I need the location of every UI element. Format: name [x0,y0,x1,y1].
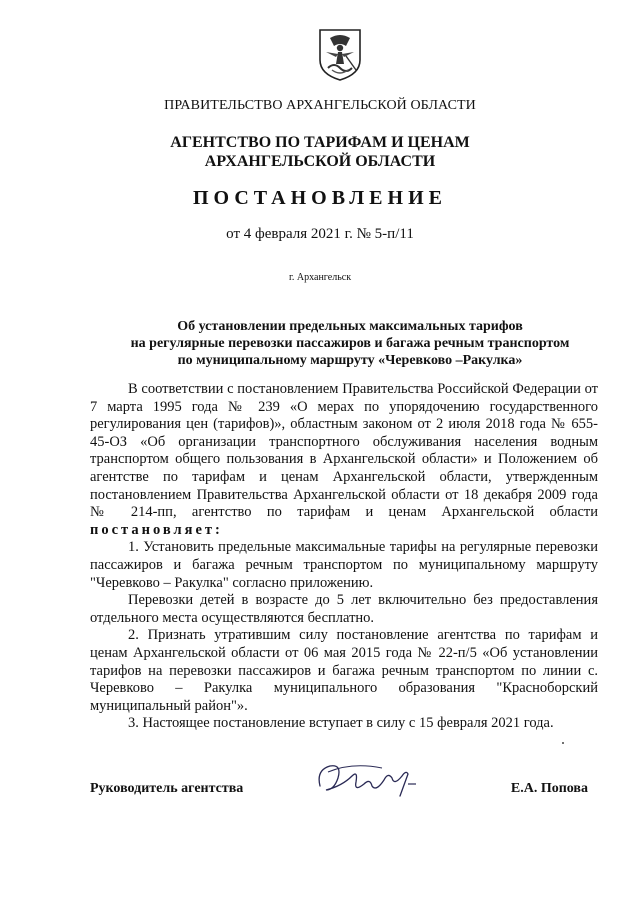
item-1-paragraph: 1. Установить предельные максимальные тарифы на регулярные перевозки пассажиров и багажа речным транспортом по муниципальному маршруту "Черевково – Ракулка" согласно приложению. [90,539,598,591]
decree-word: постановляет [90,521,216,538]
document-subject [90,318,610,369]
document-date-number: от 4 февраля 2021 г. № 5-п/11 [226,226,414,242]
item-3-paragraph: 3. Настоящее постановление вступает в силу с 15 февраля 2021 года. [128,715,554,732]
signatory-position: Руководитель агентства [90,781,244,796]
document-body [90,381,598,733]
government-name: ПРАВИТЕЛЬСТВО АРХАНГЕЛЬСКОЙ ОБЛАСТИ [164,98,476,113]
document-type-title: ПОСТАНОВЛЕНИЕ [193,187,447,209]
item-2-paragraph: 2. Признать утратившим силу постановление агентства по тарифам и ценам Архангельской области от 06 мая 2015 года № 22-п/5 «Об установлении тарифов на перевозки пассажиров и багажа речным транспортом по линии с. Черевково – Ракулка муниципального образования "Красноборский муниципальный район"». [90,627,598,714]
handwritten-signature [312,756,422,802]
agency-line-2: АРХАНГЕЛЬСКОЙ ОБЛАСТИ [204,153,436,170]
subject-line-3: по муниципальному маршруту «Черевково –Ракулка» [177,353,523,368]
signatory-name: Е.А. Попова [510,781,588,796]
preamble-paragraph [90,381,598,539]
agency-name [0,133,640,171]
subject-line-2: на регулярные перевозки пассажиров и багажа речным транспортом [130,336,570,351]
stray-mark [562,742,564,744]
preamble-text: В соответствии с постановлением Правительства Российской Федерации от 7 марта 1995 года № 239 «О мерах по упорядочению государственного регулирования цен (тарифов)», областным законом от 2 июля 2018 года № 655-45-ОЗ «Об организации транспортного обслуживания населения водным транспортом общего пользования в Архангельской области» и Положением об агентстве по тарифам и ценам Архангельской области, утвержденным постановлением Правительства Архангельской области от 18 декабря 2009 года № 214-пп, агентство по тарифам и ценам Архангельской области [90,381,598,521]
coat-of-arms-icon [316,26,364,82]
decree-colon: : [215,521,220,538]
document-city: г. Архангельск [288,272,352,283]
agency-line-1: АГЕНТСТВО ПО ТАРИФАМ И ЦЕНАМ [170,134,470,151]
subject-line-1: Об установлении предельных максимальных тарифов [177,319,523,334]
item-1-note-paragraph: Перевозки детей в возрасте до 5 лет включительно без предоставления отдельного места осуществляются бесплатно. [90,592,598,626]
